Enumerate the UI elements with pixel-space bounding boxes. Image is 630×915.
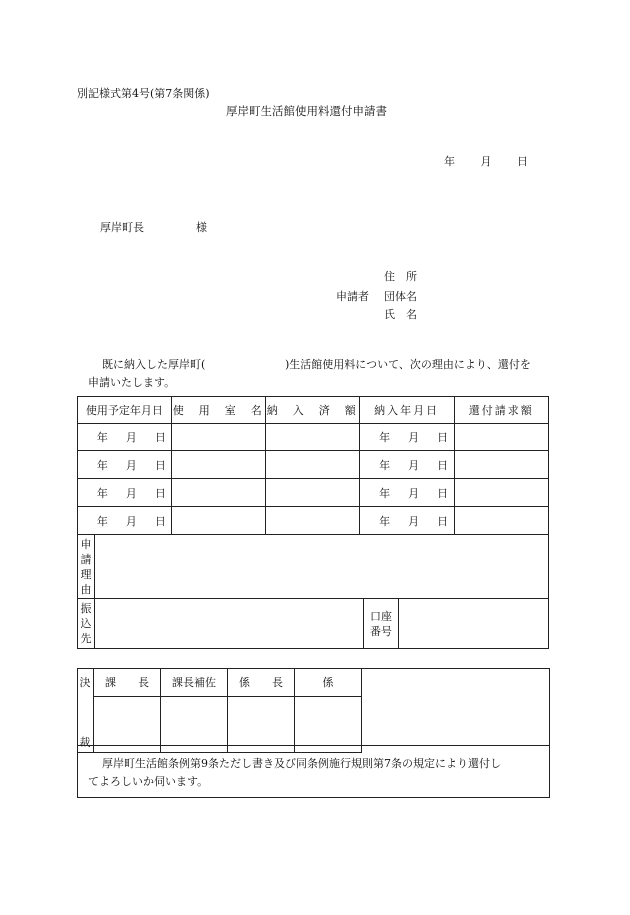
header-refund-amount: 還付請求額 [454,397,549,424]
year-label: 年 [379,514,391,528]
decision-label-cell [77,668,94,753]
statement-line2: 申請いたします。 [88,376,176,389]
day-label: 日 [154,486,166,500]
month-label: 月 [125,431,137,444]
month-label: 月 [125,458,137,472]
month-label: 月 [408,486,420,500]
role-deputy-chief: 課長補佐 [161,668,228,697]
year-label: 年 [96,486,108,500]
day-label: 日 [437,458,449,472]
reason-char: 請 [80,552,92,566]
payment-date-cell[interactable] [359,479,454,507]
statement-line1-prefix: 既に納入した厚岸町( [102,358,206,371]
reason-char: 理 [80,567,92,581]
reason-input-area[interactable] [95,535,549,599]
decision-char-top: 決 [79,676,91,689]
year-label: 年 [96,431,108,444]
transfer-char: 振 [80,602,92,615]
month-label: 月 [125,514,137,528]
decision-label [77,668,93,752]
account-label-line: 口座 [370,609,392,623]
refund-table [77,396,549,535]
reason-label-cell [78,535,95,599]
account-number-area[interactable] [399,599,549,649]
day-label: 日 [437,486,449,500]
year-label: 年 [379,458,391,472]
transfer-label-cell [78,599,95,649]
month-label: 月 [408,458,420,472]
day-label: 日 [517,155,528,168]
applicant-label: 申請者 [336,290,369,303]
form-title: 厚岸町生活館使用料還付申請書 [226,104,387,118]
transfer-section [77,598,549,649]
payment-date-cell[interactable] [359,507,454,535]
refund-amount-cell[interactable] [454,424,549,451]
day-label: 日 [154,431,166,444]
usage-date-cell[interactable] [78,507,172,535]
header-room-name: 使 用 室 名 [171,397,265,424]
month-label: 月 [408,514,420,528]
usage-date-cell[interactable] [78,451,172,479]
year-label: 年 [444,155,455,168]
role-section-chief: 課 長 [94,668,161,697]
table-row [78,451,549,479]
day-label: 日 [437,431,449,444]
paid-amount-cell[interactable] [265,507,359,535]
transfer-char: 込 [80,617,92,630]
year-label: 年 [379,486,391,500]
usage-date-cell[interactable] [78,424,172,451]
role-subsection-chief: 係 長 [228,668,295,697]
applicant-address-label: 住 所 [384,270,417,283]
addressee-honorific: 様 [196,221,207,234]
room-name-cell[interactable] [171,479,265,507]
day-label: 日 [154,458,166,472]
refund-amount-cell[interactable] [454,451,549,479]
decision-char-bottom: 裁 [79,736,91,749]
applicant-group-label: 団体名 [384,290,417,303]
room-name-cell[interactable] [171,507,265,535]
date-line [444,153,528,169]
table-row [78,479,549,507]
day-label: 日 [154,514,166,528]
account-label [364,609,398,639]
form-number: 別記様式第4号(第7条関係) [77,87,210,100]
header-paid-amount: 納 入 済 額 [265,397,359,424]
role-staff: 係 [295,668,362,697]
account-label-line: 番号 [370,624,392,638]
reason-section [77,534,549,599]
year-label: 年 [379,431,391,444]
reason-char: 申 [80,537,92,551]
approval-box [77,668,550,798]
header-usage-date: 使用予定年月日 [78,397,172,424]
approval-note-line1: 厚岸町生活館条例第9条ただし書き及び同条例施行規則第7条の規定により還付し [102,757,501,770]
year-label: 年 [96,514,108,528]
room-name-cell[interactable] [171,424,265,451]
refund-amount-cell[interactable] [454,507,549,535]
payment-date-cell[interactable] [359,424,454,451]
approval-note-line2: てよろしいか伺います。 [88,775,209,788]
year-label: 年 [96,458,108,472]
room-name-cell[interactable] [171,451,265,479]
approval-stamp-table [77,668,362,753]
table-row [78,507,549,535]
month-label: 月 [408,431,420,444]
transfer-bank-area[interactable] [95,599,364,649]
payment-date-cell[interactable] [359,451,454,479]
month-label: 月 [125,486,137,500]
paid-amount-cell[interactable] [265,451,359,479]
paid-amount-cell[interactable] [265,424,359,451]
refund-amount-cell[interactable] [454,479,549,507]
statement-line1-suffix: )生活館使用料について、次の理由により、還付を [285,358,531,371]
addressee-name: 厚岸町長 [100,221,144,234]
header-payment-date: 納入年月日 [359,397,454,424]
table-row [78,424,549,451]
approval-divider [78,745,549,746]
day-label: 日 [437,514,449,528]
month-label: 月 [480,155,492,168]
reason-label [78,537,94,597]
transfer-label [78,601,94,646]
transfer-char: 先 [80,632,92,645]
account-label-cell [364,599,399,649]
reason-char: 由 [80,582,92,596]
applicant-name-label: 氏 名 [384,308,417,321]
usage-date-cell[interactable] [78,479,172,507]
paid-amount-cell[interactable] [265,479,359,507]
table-header-row [78,397,549,424]
